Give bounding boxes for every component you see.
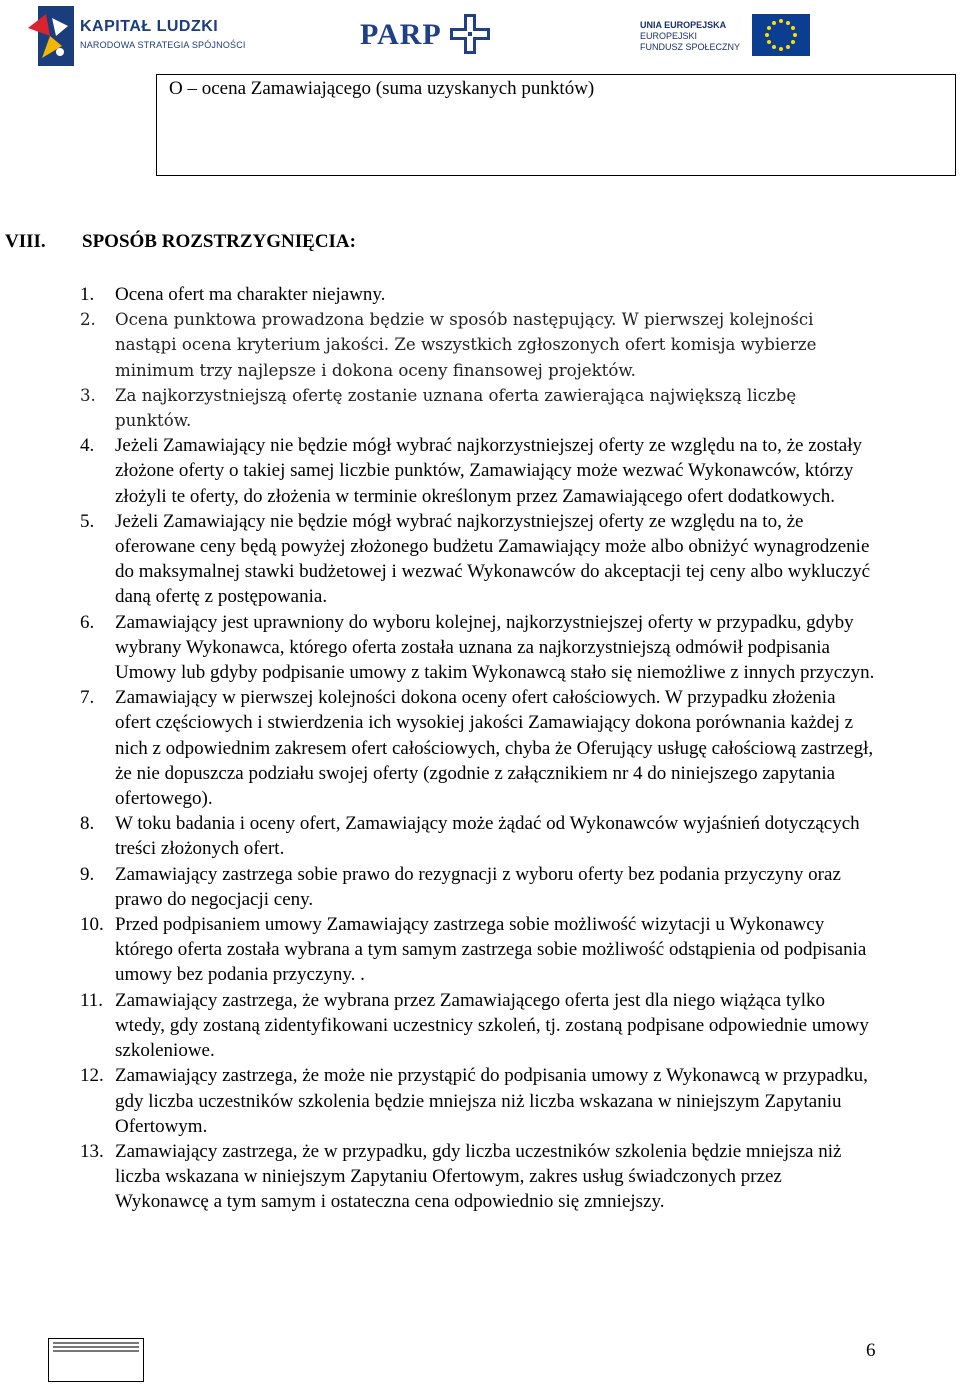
section-number: VIII. (5, 231, 46, 252)
list-item-number: 11. (80, 989, 104, 1011)
list-item (0, 282, 960, 307)
list-item (0, 685, 960, 811)
eu-flag-icon (752, 14, 810, 56)
list-item (0, 433, 960, 509)
footer-stamp (48, 1338, 144, 1382)
ocena-box (156, 74, 956, 176)
eu-line-2: EUROPEJSKI (640, 31, 698, 41)
section-title: SPOSÓB ROZSTRZYGNIĘCIA: (82, 231, 356, 252)
list-item (0, 1139, 960, 1215)
list-item (0, 988, 960, 1064)
list-item (0, 509, 960, 610)
list-item-text: Zamawiający zastrzega sobie prawo do rezygnacji z wyboru oferty bez podania przyczyny oraz prawo do negocjacji ceny. (115, 863, 841, 910)
list-item-number: 10. (80, 914, 104, 936)
parp-cross-icon (450, 14, 490, 54)
list-item-number: 1. (80, 284, 95, 305)
list-item-number: 4. (80, 435, 95, 457)
list-item-number: 9. (80, 863, 95, 885)
page-number: 6 (866, 1340, 876, 1361)
kapital-ludzki-mark-icon (28, 6, 74, 66)
rules-list (0, 282, 960, 1215)
list-item (0, 862, 960, 912)
kapital-ludzki-logo (28, 6, 258, 66)
page-header (0, 0, 960, 70)
footer-stamp-lines (53, 1342, 139, 1354)
list-item-text: Ocena ofert ma charakter niejawny. (115, 284, 386, 305)
list-item-number: 6. (80, 611, 95, 633)
list-item (0, 811, 960, 861)
list-item-text: W toku badania i oceny ofert, Zamawiający może żądać od Wykonawców wyjaśnień dotyczących treści złożonych ofert. (115, 813, 860, 860)
list-item (0, 610, 960, 686)
list-item-text: Jeżeli Zamawiający nie będzie mógł wybrać najkorzystniejszej oferty ze względu na to, że zostały złożone oferty o takiej samej liczbie punktów, Zamawiający może wezwać Wykonawców, którzy złożyli te oferty, do złożenia w terminie określonym przez Zamawiającego ofert dodatkowych. (115, 435, 863, 507)
list-item-text: Zamawiający zastrzega, że w przypadku, gdy liczba uczestników szkolenia będzie mniejsza niż liczba wskazana w niniejszym Zapytaniu Ofertowym, zakres usług świadczonych przez Wykonawcę a tym samym i ostateczna cena odpowiednio się zmniejszy. (115, 1140, 842, 1213)
list-item (0, 383, 960, 433)
list-item-text: Zamawiający w pierwszej kolejności dokona oceny ofert całościowych. W przypadku złożenia ofert częściowych i stwierdzenia ich wysokiej jakości Zamawiający dokona porównania każdej z nich z odpowiednim zakresem ofert całościowych, chyba że Oferujący usługę całościową zastrzegł, że nie dopuszcza podziału swojej oferty (zgodnie z załącznikiem nr 4 do niniejszego zapytania ofertowego). (115, 687, 874, 810)
eu-line-3: FUNDUSZ SPOŁECZNY (640, 42, 741, 52)
list-item (0, 1063, 960, 1139)
list-item-number: 2. (80, 310, 96, 330)
list-item-text: Zamawiający jest uprawniony do wyboru kolejnej, najkorzystniejszej oferty w przypadku, gdyby wybrany Wykonawca, którego oferta została uznana za najkorzystniejszą odmówił podpisania Umowy lub gdyby podpisanie umowy z takim Wykonawcą stało się niemożliwe z innych przyczyn. (115, 611, 875, 684)
eu-text (640, 20, 740, 53)
list-item-text: Za najkorzystniejszą ofertę zostanie uznana oferta zawierająca największą liczbę punktów. (115, 385, 797, 431)
list-item-number: 3. (80, 385, 96, 405)
list-item-text: Zamawiający zastrzega, że może nie przystąpić do podpisania umowy z Wykonawcą w przypadku, gdy liczba uczestników szkolenia będzie mniejsza niż liczba wskazana w niniejszym Zapytaniu Ofertowym. (115, 1065, 868, 1137)
list-item (0, 912, 960, 988)
list-item (0, 307, 960, 383)
kapital-ludzki-subtitle: NARODOWA STRATEGIA SPÓJNOŚCI (80, 40, 246, 50)
list-item-text: Ocena punktowa prowadzona będzie w sposób następujący. W pierwszej kolejności nastąpi ocena kryterium jakości. Ze wszystkich zgłoszonych ofert komisja wybierze minimum trzy najlepsze i dokona oceny finansowej projektów. (115, 310, 817, 380)
kapital-ludzki-title: KAPITAŁ LUDZKI (80, 18, 219, 35)
list-item-text: Zamawiający zastrzega, że wybrana przez Zamawiającego oferta jest dla niego wiążąca tylko wtedy, gdy zostaną zidentyfikowani uczestnicy szkoleń, tj. zostaną podpisane odpowiednie umowy szkoleniowe. (115, 989, 869, 1062)
eu-logo (640, 12, 815, 62)
eu-line-1: UNIA EUROPEJSKA (640, 20, 727, 30)
list-item-number: 12. (80, 1065, 104, 1087)
ocena-text: O – ocena Zamawiającego (suma uzyskanych punktów) (169, 78, 595, 99)
list-item-number: 13. (80, 1140, 104, 1162)
parp-logo (360, 14, 500, 58)
list-item-text: Jeżeli Zamawiający nie będzie mógł wybrać najkorzystniejszej oferty ze względu na to, że oferowane ceny będą powyżej złożonego budżetu Zamawiający może albo obniżyć wynagrodzenie do maksymalnej stawki budżetowej i wezwać Wykonawców do akceptacji tej ceny albo wykluczyć daną ofertę z postępowania. (115, 510, 871, 608)
parp-wordmark: PARP (360, 18, 442, 51)
list-item-number: 8. (80, 813, 95, 835)
list-item-number: 5. (80, 510, 95, 532)
list-item-number: 7. (80, 687, 95, 709)
list-item-text: Przed podpisaniem umowy Zamawiający zastrzega sobie możliwość wizytacji u Wykonawcy którego oferta została wybrana a tym samym zastrzega sobie możliwość odstąpienia od podpisania umowy bez podania przyczyny. . (115, 914, 867, 986)
